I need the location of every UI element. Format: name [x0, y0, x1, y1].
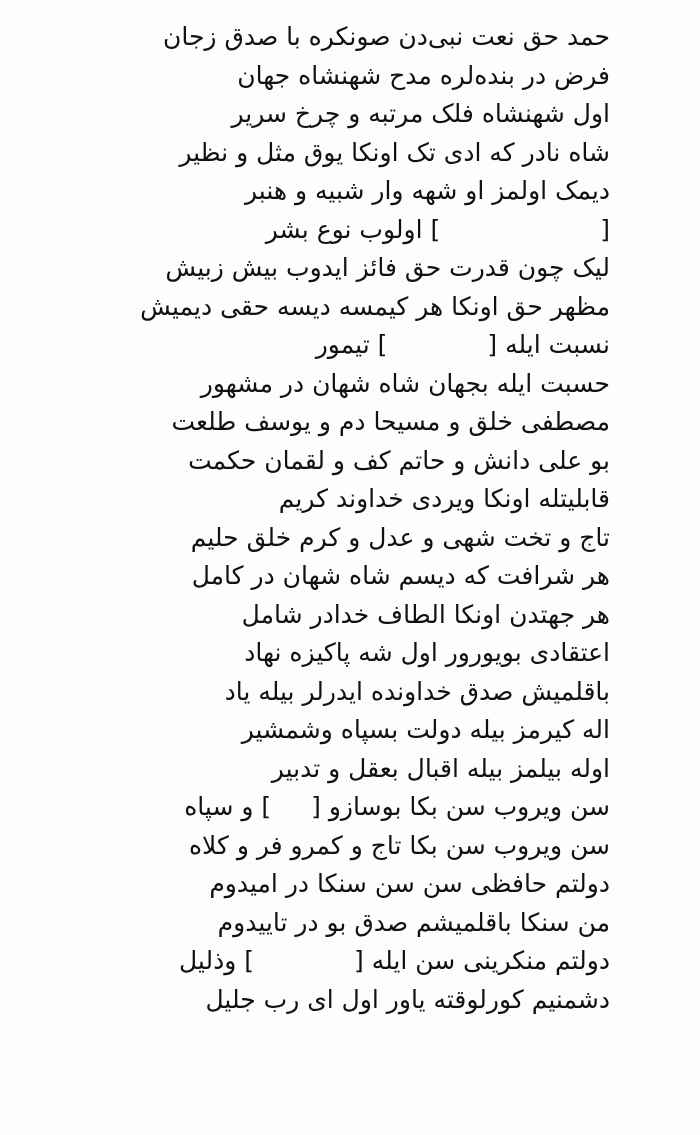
verse-line-14: تاج و تخت شهی و عدل و کرم خلق حلیم	[190, 522, 610, 552]
verse-text	[50, 18, 610, 1019]
verse-line-23: دولتم حافظی سن سن سنکا در امیدوم	[209, 869, 610, 898]
verse-line-5: دیمک اولمز او شهه وار شبیه و هنبر	[245, 176, 610, 205]
verse-line-4: شاه نادر که ادی تک اونکا یوق مثل و نظیر	[179, 137, 610, 167]
bracket-open: [	[600, 214, 610, 244]
verse-line-17: اعتقادی بویورور اول شه پاکیزه نهاد	[244, 638, 610, 667]
bracket-close: ]	[377, 330, 388, 359]
verse-line-2: فرض در بنده‌لره مدح شهنشاه جهان	[237, 60, 610, 90]
verse-line-8: مظهر حق اونکا هر کیمسه دیسه حقی دیمیش	[140, 291, 610, 321]
verse-line-6	[50, 211, 610, 250]
verse-line-6-text: اولوب نوع بشر	[265, 214, 423, 244]
verse-line-18: باقلمیش صدق خداونده ایدرلر بیله یاد	[224, 676, 610, 706]
bracket-open: [	[311, 792, 321, 821]
bracket-close: ]	[244, 946, 254, 975]
verse-line-21-end: و سپاه	[184, 792, 254, 821]
verse-line-25-end: وذلیل	[178, 946, 237, 975]
verse-line-21-start: سن ویروب سن بکا بوسازو	[328, 792, 610, 821]
verse-line-9-end: تیمور	[315, 330, 370, 359]
verse-line-10: حسبت ایله بجهان شاه شهان در مشهور	[200, 368, 610, 398]
verse-line-21	[50, 788, 610, 827]
verse-line-16: هر جهتدن اونکا الطاف خدادر شامل	[241, 599, 610, 629]
verse-line-15: هر شرافت که دیسم شاه شهان در کامل	[191, 561, 610, 590]
verse-line-1: حمد حق نعت نبی‌دن صونکره با صدق زجان	[163, 22, 610, 51]
bracket-open: [	[487, 330, 498, 359]
verse-line-7: لیک چون قدرت حق فائز ایدوب بیش زبیش	[165, 253, 610, 282]
verse-line-3: اول شهنشاه فلک مرتبه و چرخ سریر	[231, 99, 610, 128]
verse-line-25-start: دولتم منکرینی سن ایله	[371, 946, 610, 975]
bracket-open: [	[354, 946, 364, 975]
verse-line-20: اوله بیلمز بیله اقبال بعقل و تدبیر	[271, 753, 610, 783]
verse-line-24: من سنکا باقلمیشم صدق بو در تاییدوم	[217, 907, 610, 937]
verse-line-11: مصطفی خلق و مسیحا دم و یوسف طلعت	[171, 407, 610, 436]
verse-line-13: قابلیتله اونکا ویردی خداوند کریم	[278, 484, 610, 513]
bracket-close: ]	[430, 214, 441, 244]
verse-line-12: بو علی دانش و حاتم کف و لقمان حکمت	[188, 445, 610, 475]
verse-line-25	[50, 942, 610, 981]
verse-line-26: دشمنیم کورلوقته یاور اول ای رب جلیل	[205, 984, 610, 1014]
verse-line-9-start: نسبت ایله	[505, 330, 610, 359]
bracket-close: ]	[261, 792, 272, 821]
verse-line-9	[0, 326, 610, 365]
verse-line-22: سن ویروب سن بکا تاج و کمرو فر و کلاه	[188, 830, 610, 860]
verse-line-19: اله کیرمز بیله دولت بسپاه وشمشیر	[241, 715, 610, 744]
